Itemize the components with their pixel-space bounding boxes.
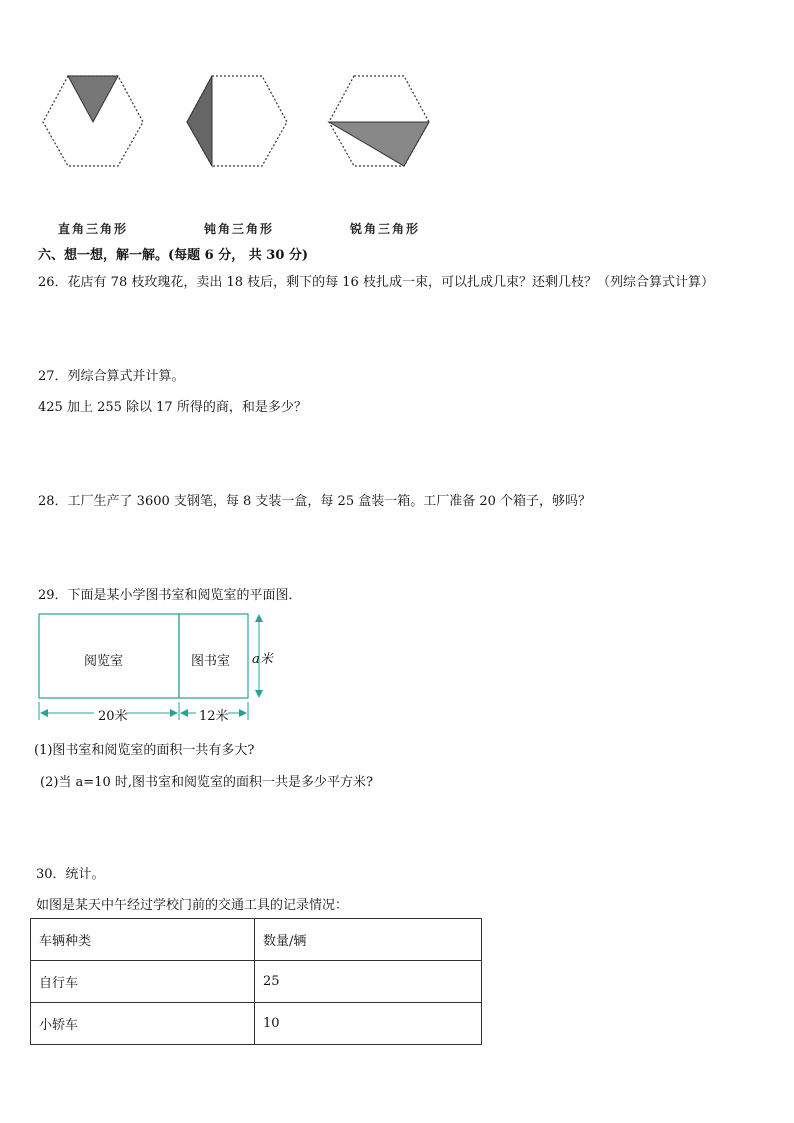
question-29-title: 29．下面是某小学图书室和阅览室的平面图． — [38, 588, 302, 603]
table-cell: 25 — [255, 961, 482, 1003]
table-cell: 小轿车 — [31, 1003, 255, 1045]
width-right-dimension-label: 12米 — [199, 709, 229, 724]
section-six-heading: 六、想一想，解一解。(每题 6 分， 共 30 分) — [38, 248, 309, 263]
hexagon-figure-right-triangle — [40, 70, 146, 170]
question-27-title: 27．列综合算式并计算。 — [38, 369, 185, 384]
figure-label-acute-triangle: 锐角三角形 — [350, 222, 421, 236]
figure-label-right-triangle: 直角三角形 — [58, 222, 129, 236]
width-left-dimension-label: 20米 — [98, 709, 128, 724]
hexagon-figure-acute-triangle — [326, 70, 432, 170]
table-cell: 自行车 — [31, 961, 255, 1003]
question-28: 28．工厂生产了 3600 支钢笔，每 8 支装一盒，每 25 盒装一箱。工厂准备 20 个箱子，够吗？ — [38, 494, 592, 509]
table-row — [31, 961, 482, 1003]
table-header-row — [31, 919, 482, 961]
table-header-cell: 数量/辆 — [255, 919, 482, 961]
reading-room-label: 阅览室 — [84, 654, 124, 669]
vehicle-stats-table — [30, 918, 482, 1045]
table-cell: 10 — [255, 1003, 482, 1045]
question-30-title: 30．统计。 — [36, 867, 105, 882]
library-label: 图书室 — [191, 654, 231, 669]
question-30-intro: 如图是某天中午经过学校门前的交通工具的记录情况： — [36, 898, 349, 913]
hexagon-figure-obtuse-triangle — [184, 70, 290, 170]
question-26: 26．花店有 78 枝玫瑰花，卖出 18 枝后，剩下的每 16 枝扎成一束，可以扎成几束？还剩几枝？（列综合算式计算） — [38, 275, 714, 290]
table-header-cell: 车辆种类 — [31, 919, 255, 961]
floor-plan-diagram — [36, 610, 286, 728]
question-27-body: 425 加上 255 除以 17 所得的商，和是多少？ — [38, 400, 307, 415]
height-dimension-label: a米 — [252, 652, 273, 667]
figure-label-obtuse-triangle: 钝角三角形 — [204, 222, 275, 236]
question-29-sub2: (2)当 a=10 时,图书室和阅览室的面积一共是多少平方米? — [40, 775, 373, 790]
question-29-sub1: (1)图书室和阅览室的面积一共有多大? — [34, 743, 255, 758]
table-row — [31, 1003, 482, 1045]
